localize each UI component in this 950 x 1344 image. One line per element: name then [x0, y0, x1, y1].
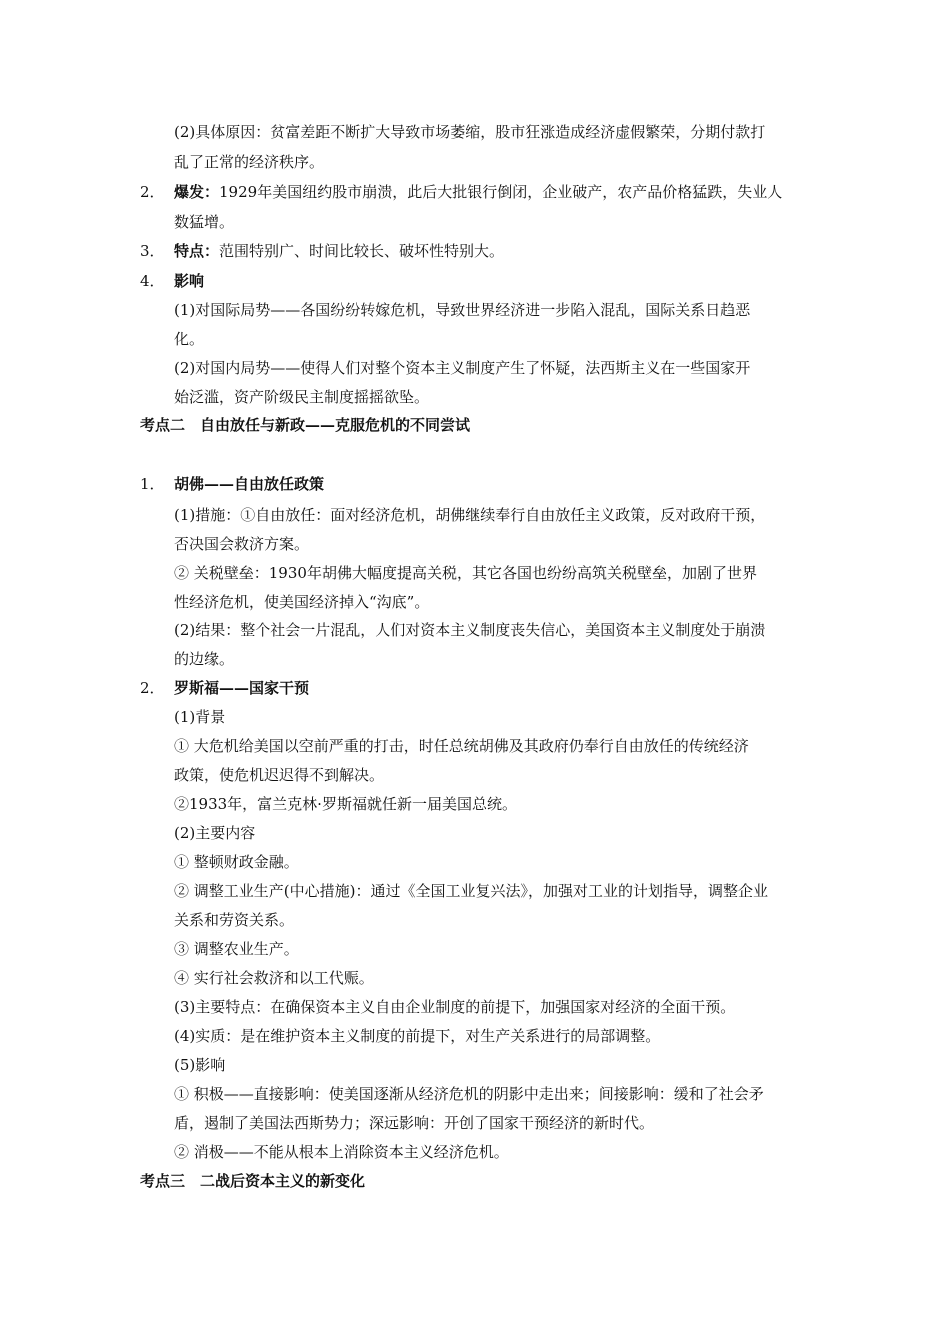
list-item — [140, 271, 820, 291]
text-line: ② 消极——不能从根本上消除资本主义经济危机。 — [174, 1143, 509, 1161]
text-line: (2)主要内容 — [174, 824, 256, 842]
list-number: 4． — [140, 272, 165, 290]
text-line: ① 积极——直接影响：使美国逐渐从经济危机的阴影中走出来；间接影响：缓和了社会矛 — [174, 1085, 764, 1103]
text-line: 的边缘。 — [174, 650, 235, 668]
list-item — [140, 678, 820, 698]
text-line: (5)影响 — [174, 1056, 226, 1074]
text-line: (1)措施：①自由放任：面对经济危机，胡佛继续奉行自由放任主义政策，反对政府干预， — [174, 506, 766, 524]
text-line: ② 调整工业生产(中心措施)：通过《全国工业复兴法》，加强对工业的计划指导，调整企业 — [174, 882, 768, 900]
list-label: 特点： — [174, 242, 220, 260]
list-label: 罗斯福——国家干预 — [174, 679, 310, 697]
list-label: 影响 — [174, 272, 205, 290]
text-line: ④ 实行社会救济和以工代赈。 — [174, 969, 374, 987]
list-item — [140, 182, 820, 202]
list-item — [140, 241, 820, 261]
text-line: 盾，遏制了美国法西斯势力；深远影响：开创了国家干预经济的新时代。 — [174, 1114, 655, 1132]
text-line: (4)实质：是在维护资本主义制度的前提下，对生产关系进行的局部调整。 — [174, 1027, 661, 1045]
text-line: (2)对国内局势——使得人们对整个资本主义制度产生了怀疑，法西斯主义在一些国家开 — [174, 359, 751, 377]
text-line: (1)背景 — [174, 708, 226, 726]
text-line: ② 关税壁垒：1930年胡佛大幅度提高关税，其它各国也纷纷高筑关税壁垒，加剧了世界 — [174, 564, 757, 582]
text-line: 化。 — [174, 330, 205, 348]
list-label: 爆发： — [174, 183, 220, 201]
list-number: 2． — [140, 679, 165, 697]
list-text: 范围特别广、时间比较长、破坏性特别大。 — [219, 242, 505, 260]
text-line: 性经济危机，使美国经济掉入“沟底”。 — [174, 593, 430, 611]
text-line: (3)主要特点：在确保资本主义自由企业制度的前提下，加强国家对经济的全面干预。 — [174, 998, 736, 1016]
text-line: 否决国会救济方案。 — [174, 535, 310, 553]
text-line: 始泛滥，资产阶级民主制度摇摇欲坠。 — [174, 388, 430, 406]
text-line: ②1933年，富兰克林·罗斯福就任新一届美国总统。 — [174, 795, 517, 813]
text-line: 乱了正常的经济秩序。 — [174, 153, 325, 171]
text-line: ① 整顿财政金融。 — [174, 853, 299, 871]
text-line: 政策，使危机迟迟得不到解决。 — [174, 766, 385, 784]
text-line: 数猛增。 — [174, 213, 235, 231]
text-line: (1)对国际局势——各国纷纷转嫁危机，导致世界经济进一步陷入混乱，国际关系日趋恶 — [174, 301, 751, 319]
list-text: 1929年美国纽约股市崩溃，此后大批银行倒闭，企业破产，农产品价格猛跌，失业人 — [219, 183, 783, 201]
text-line: ③ 调整农业生产。 — [174, 940, 299, 958]
text-line: (2)具体原因：贫富差距不断扩大导致市场萎缩，股市狂涨造成经济虚假繁荣，分期付款打 — [174, 123, 766, 141]
text-line: ① 大危机给美国以空前严重的打击，时任总统胡佛及其政府仍奉行自由放任的传统经济 — [174, 737, 749, 755]
list-number: 3． — [140, 242, 165, 260]
list-number: 2． — [140, 183, 165, 201]
section-heading: 考点二 自由放任与新政——克服危机的不同尝试 — [140, 416, 471, 434]
list-item — [140, 474, 820, 494]
list-label: 胡佛——自由放任政策 — [174, 475, 325, 493]
text-line: (2)结果：整个社会一片混乱，人们对资本主义制度丧失信心，美国资本主义制度处于崩溃 — [174, 621, 766, 639]
list-number: 1． — [140, 475, 165, 493]
section-heading: 考点三 二战后资本主义的新变化 — [140, 1172, 366, 1190]
text-line: 关系和劳资关系。 — [174, 911, 295, 929]
